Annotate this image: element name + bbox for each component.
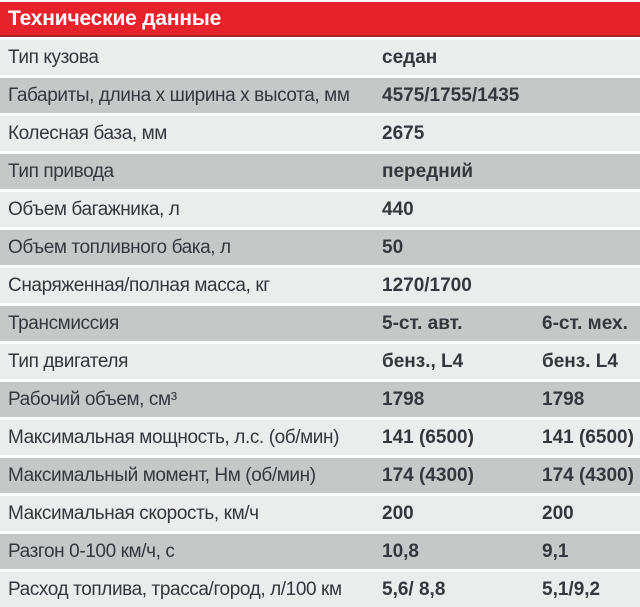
spec-label: Максимальная скорость, км/ч bbox=[8, 502, 259, 524]
spec-value-variant2: 5,1/9,2 bbox=[542, 578, 601, 600]
table-row bbox=[0, 116, 640, 151]
spec-table bbox=[0, 40, 640, 607]
table-row bbox=[0, 496, 640, 531]
spec-value-variant1: передний bbox=[382, 160, 474, 182]
table-row bbox=[0, 420, 640, 455]
spec-value-variant1: 174 (4300) bbox=[382, 464, 474, 486]
spec-label: Расход топлива, трасса/город, л/100 км bbox=[8, 578, 342, 600]
spec-value-variant1: 4575/1755/1435 bbox=[382, 84, 520, 106]
table-row bbox=[0, 572, 640, 607]
table-row bbox=[0, 344, 640, 379]
spec-label: Тип двигателя bbox=[8, 350, 129, 372]
spec-value-variant1: седан bbox=[382, 46, 438, 68]
spec-label: Трансмиссия bbox=[8, 312, 119, 334]
table-row bbox=[0, 534, 640, 569]
spec-label: Рабочий объем, см³ bbox=[8, 388, 177, 410]
table-row bbox=[0, 306, 640, 341]
table-row bbox=[0, 40, 640, 75]
spec-value-variant2: 141 (6500) bbox=[542, 426, 634, 448]
spec-label: Тип привода bbox=[8, 160, 114, 182]
spec-value-variant1: 141 (6500) bbox=[382, 426, 474, 448]
spec-value-variant2: 6-ст. мех. bbox=[542, 312, 628, 334]
spec-value-variant1: 440 bbox=[382, 198, 414, 220]
spec-label: Максимальная мощность, л.с. (об/мин) bbox=[8, 426, 340, 448]
spec-value-variant1: 1798 bbox=[382, 388, 425, 410]
table-row bbox=[0, 458, 640, 493]
table-row bbox=[0, 382, 640, 417]
spec-value-variant1: 1270/1700 bbox=[382, 274, 472, 296]
spec-label: Разгон 0-100 км/ч, с bbox=[8, 540, 175, 562]
spec-label: Снаряженная/полная масса, кг bbox=[8, 274, 270, 296]
spec-label: Тип кузова bbox=[8, 46, 99, 68]
spec-value-variant2: 9,1 bbox=[542, 540, 569, 562]
spec-value-variant2: 1798 bbox=[542, 388, 585, 410]
spec-value-variant1: 10,8 bbox=[382, 540, 419, 562]
table-row bbox=[0, 192, 640, 227]
spec-value-variant1: 5-ст. авт. bbox=[382, 312, 463, 334]
spec-value-variant1: 2675 bbox=[382, 122, 425, 144]
spec-label: Габариты, длина х ширина х высота, мм bbox=[8, 84, 350, 106]
table-row bbox=[0, 268, 640, 303]
table-row bbox=[0, 154, 640, 189]
spec-value-variant1: бенз., L4 bbox=[382, 350, 464, 372]
spec-value-variant2: 200 bbox=[542, 502, 574, 524]
spec-label: Объем топливного бака, л bbox=[8, 236, 231, 258]
table-header bbox=[0, 2, 640, 37]
spec-value-variant1: 50 bbox=[382, 236, 404, 258]
spec-label: Максимальный момент, Нм (об/мин) bbox=[8, 464, 316, 486]
spec-value-variant1: 200 bbox=[382, 502, 414, 524]
page-title: Технические данные bbox=[8, 6, 222, 30]
table-row bbox=[0, 78, 640, 113]
spec-value-variant2: бенз. L4 bbox=[542, 350, 618, 372]
spec-label: Объем багажника, л bbox=[8, 198, 180, 220]
spec-label: Колесная база, мм bbox=[8, 122, 167, 144]
spec-value-variant2: 174 (4300) bbox=[542, 464, 634, 486]
spec-value-variant1: 5,6/ 8,8 bbox=[382, 578, 446, 600]
table-row bbox=[0, 230, 640, 265]
